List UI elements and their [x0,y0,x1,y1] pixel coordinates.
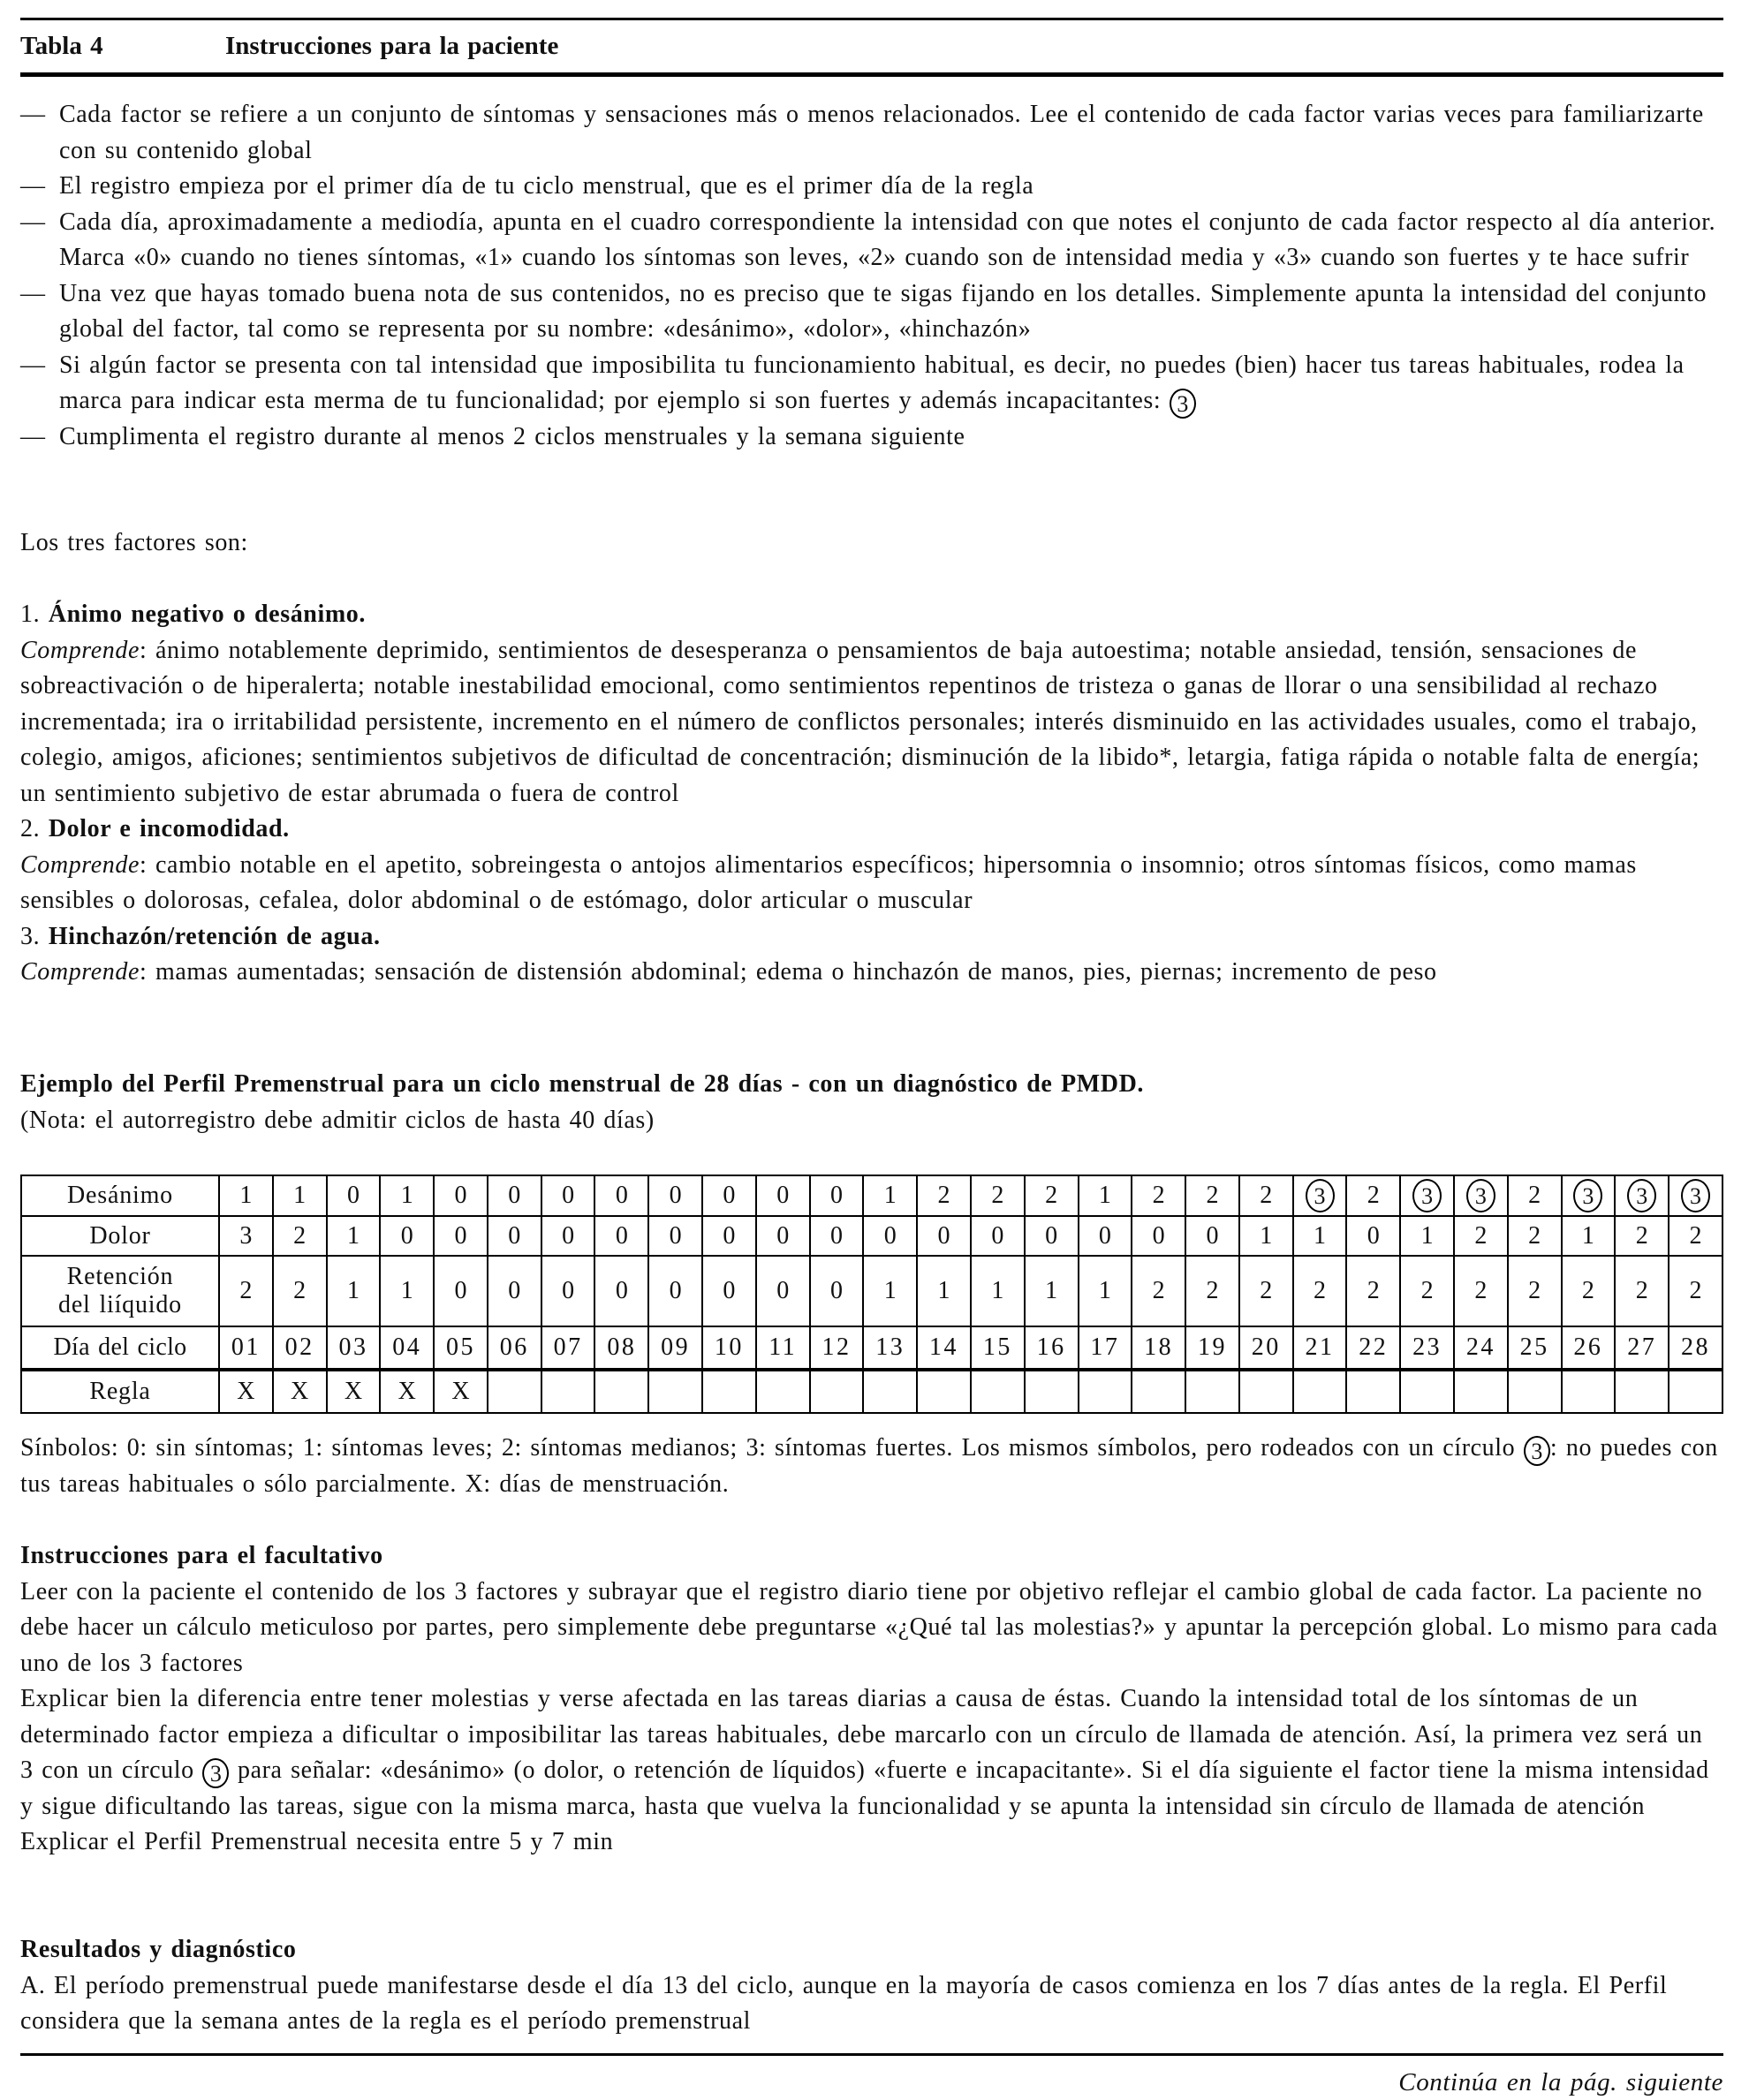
cell-dolor: 0 [971,1216,1025,1256]
cell-retencion: 1 [1025,1256,1079,1326]
premenstrual-profile-table [20,1175,1723,1414]
cell-retencion: 2 [1132,1256,1185,1326]
cell-day: 09 [648,1326,702,1370]
factor-heading: 2. Dolor e incomodidad. [20,815,290,842]
cell-retencion: 1 [863,1256,917,1326]
cell-regla [1132,1370,1185,1413]
cell-retencion: 1 [1079,1256,1132,1326]
cell-day: 16 [1025,1326,1079,1370]
example-note: (Nota: el autorregistro debe admitir ciclos de hasta 40 días) [20,1106,655,1134]
cell-regla [488,1370,541,1413]
circled-three-icon: 3 [202,1758,229,1788]
cell-dolor: 2 [273,1216,327,1256]
row-retencion [21,1256,1722,1326]
cell-retencion: 0 [648,1256,702,1326]
circled-value-icon: 3 [1466,1179,1495,1212]
cell-day: 22 [1346,1326,1400,1370]
row-desanimo [21,1175,1722,1216]
instruction-item: — Si algún factor se presenta con tal intensidad que imposibilita tu funcionamiento habitual, es decir, no puedes (bien) hacer tus tareas habituales, rodea la marca para indicar esta merma de tu funcionalidad; por ejemplo si son fuertes y además incapacitantes: 3 [20,348,1723,419]
circled-three-icon: 3 [1524,1436,1550,1466]
cell-day: 25 [1508,1326,1562,1370]
dash-bullet: — [20,351,46,379]
paragraph: A. El período premenstrual puede manifestarse desde el día 13 del ciclo, aunque en la mayoría de casos comienza en los 7 días antes de la regla. El Perfil considera que la semana antes de la regla es el período premenstrual [20,1971,1668,2035]
instruction-item: — Una vez que hayas tomado buena nota de sus contenidos, no es preciso que te sigas fijando en los detalles. Simplemente apunta la intensidad del conjunto global del factor, tal como se representa por su nombre: «desánimo», «dolor», «hinchazón» [20,276,1723,348]
cell-day: 26 [1562,1326,1616,1370]
cell-retencion: 1 [917,1256,971,1326]
cell-dolor: 0 [756,1216,810,1256]
cell-retencion: 0 [594,1256,648,1326]
factor-description: Comprende: cambio notable en el apetito, sobreingesta o antojos alimentarios específicos; hipersomnia o insomnio; otros síntomas físicos, como mamas sensibles o dolorosas, cefalea, dolor abdominal o de estómago, dolor articular o muscular [20,850,1637,914]
row-label: Regla [21,1370,219,1413]
cell-day: 21 [1293,1326,1347,1370]
dash-bullet: — [20,172,46,200]
cell-dolor: 0 [1079,1216,1132,1256]
instruction-item: — Cumplimenta el registro durante al menos 2 ciclos menstruales y la semana siguiente [20,419,1723,456]
factor-description: Comprende: ánimo notablemente deprimido, sentimientos de desesperanza o pensamientos de baja autoestima; notable ansiedad, tensión, sensaciones de sobreactivación o de hiperalerta; notable inestabilidad emocional, como sentimientos repentinos de tristeza o ganas de llorar o una sensibilidad al rechazo incrementada; ira o irritabilidad persistente, incremento en el número de conflictos personales; interés disminuido en las actividades usuales, como el trabajo, colegio, amigos, aficiones; sentimientos subjetivos de dificultad de concentración; disminución de la libido*, letargia, fatiga rápida o notable falta de energía; un sentimiento subjetivo de estar abrumada o fuera de control [20,636,1700,807]
cell-desanimo: 0 [594,1175,648,1216]
cell-regla [1346,1370,1400,1413]
cell-day: 10 [702,1326,756,1370]
cell-desanimo [1562,1175,1616,1216]
cell-desanimo: 0 [541,1175,595,1216]
dash-bullet: — [20,279,46,307]
header-rule [20,72,1723,77]
cell-day: 04 [380,1326,434,1370]
cell-retencion: 0 [541,1256,595,1326]
cell-desanimo [1293,1175,1347,1216]
cell-day: 12 [810,1326,864,1370]
cell-retencion: 2 [1454,1256,1508,1326]
cell-desanimo: 0 [488,1175,541,1216]
row-label: Retención del liíquido [21,1256,219,1326]
cell-regla [1454,1370,1508,1413]
cell-retencion: 2 [219,1256,273,1326]
cell-regla [1400,1370,1454,1413]
cell-day: 11 [756,1326,810,1370]
cell-retencion: 2 [1400,1256,1454,1326]
cell-dolor: 0 [1185,1216,1239,1256]
paragraph: Explicar bien la diferencia entre tener molestias y verse afectada en las tareas diarias a causa de éstas. Cuando la intensidad total de los síntomas de un determinado factor empieza a dificultar o imposibilitar las tareas habituales, debe marcarlo con un círculo de llamada de atención. Así, la primera vez será un 3 con un círculo 3 para señalar: «desánimo» (o dolor, o retención de líquidos) «fuerte e incapacitante». Si el día siguiente el factor tiene la misma intensidad y sigue dificultando las tareas, sigue con la misma marca, hasta que vuelva la funcionalidad y se apunta la intensidad sin círculo de llamada de atención [20,1685,1709,1820]
cell-retencion: 1 [971,1256,1025,1326]
cell-desanimo: 0 [327,1175,381,1216]
circled-value-icon: 3 [1627,1179,1656,1212]
cell-desanimo: 0 [434,1175,488,1216]
cell-desanimo: 0 [810,1175,864,1216]
cell-dolor: 0 [702,1216,756,1256]
cell-dolor: 0 [1346,1216,1400,1256]
cell-desanimo: 2 [1185,1175,1239,1216]
cell-regla [1185,1370,1239,1413]
row-regla [21,1370,1722,1413]
cell-desanimo: 0 [756,1175,810,1216]
cell-regla [756,1370,810,1413]
cell-dolor: 2 [1454,1216,1508,1256]
row-label: Día del ciclo [21,1326,219,1370]
cell-desanimo: 0 [648,1175,702,1216]
cell-day: 23 [1400,1326,1454,1370]
factors-section [20,525,1723,991]
factors-intro: Los tres factores son: [20,529,248,556]
cell-desanimo: 2 [1132,1175,1185,1216]
cell-regla [971,1370,1025,1413]
cell-regla [863,1370,917,1413]
cell-regla [1508,1370,1562,1413]
cell-desanimo: 1 [380,1175,434,1216]
cell-retencion: 2 [1615,1256,1669,1326]
cell-dolor: 1 [1293,1216,1347,1256]
cell-retencion: 0 [488,1256,541,1326]
cell-desanimo: 1 [219,1175,273,1216]
circled-value-icon: 3 [1306,1179,1335,1212]
cell-dolor: 0 [810,1216,864,1256]
cell-dolor: 1 [327,1216,381,1256]
cell-regla: X [434,1370,488,1413]
example-section [20,1067,1723,1138]
paragraph: Leer con la paciente el contenido de los 3 factores y subrayar que el registro diario tiene por objetivo reflejar el cambio global de cada factor. La paciente no debe hacer un cálculo meticuloso por partes, pero simplemente debe preguntarse «¿Qué tal las molestias?» y apuntar la percepción global. Lo mismo para cada uno de los 3 factores [20,1577,1718,1677]
cell-regla [541,1370,595,1413]
cell-dolor: 2 [1669,1216,1722,1256]
row-dolor [21,1216,1722,1256]
section-heading: Instrucciones para el facultativo [20,1542,383,1569]
cell-desanimo: 2 [1346,1175,1400,1216]
cell-desanimo [1400,1175,1454,1216]
cell-regla: X [273,1370,327,1413]
circled-three-icon: 3 [1170,389,1196,419]
cell-day: 14 [917,1326,971,1370]
cell-day: 06 [488,1326,541,1370]
cell-regla [1239,1370,1293,1413]
cell-dolor: 1 [1400,1216,1454,1256]
dash-bullet: — [20,208,46,236]
cell-retencion: 0 [810,1256,864,1326]
cell-dolor: 0 [488,1216,541,1256]
cell-regla [1615,1370,1669,1413]
cell-retencion: 1 [327,1256,381,1326]
cell-regla [648,1370,702,1413]
cell-dolor: 3 [219,1216,273,1256]
cell-retencion: 0 [702,1256,756,1326]
cell-regla [1079,1370,1132,1413]
cell-dolor: 0 [1132,1216,1185,1256]
cell-retencion: 2 [1508,1256,1562,1326]
cell-day: 27 [1615,1326,1669,1370]
results-section [20,1932,1723,2040]
cell-day: 05 [434,1326,488,1370]
cell-retencion: 2 [1239,1256,1293,1326]
instruction-item: — Cada día, aproximadamente a mediodía, apunta en el cuadro correspondiente la intensidad con que notes el conjunto de cada factor respecto al día anterior. Marca «0» cuando no tienes síntomas, «1» cuando los síntomas son leves, «2» cuando son de intensidad media y «3» cuando son fuertes y te hace sufrir [20,205,1723,276]
cell-retencion: 2 [1669,1256,1722,1326]
instruction-item: — El registro empieza por el primer día de tu ciclo menstrual, que es el primer día de la regla [20,169,1723,205]
cell-retencion: 2 [273,1256,327,1326]
cell-dolor: 0 [594,1216,648,1256]
cell-desanimo [1454,1175,1508,1216]
cell-dolor: 0 [648,1216,702,1256]
cell-retencion: 0 [756,1256,810,1326]
cell-desanimo: 2 [917,1175,971,1216]
cell-dolor: 0 [917,1216,971,1256]
cell-day: 07 [541,1326,595,1370]
instruction-item: — Cada factor se refiere a un conjunto de síntomas y sensaciones más o menos relacionados. Lee el contenido de cada factor varias veces para familiarizarte con su contenido global [20,97,1723,169]
cell-regla [810,1370,864,1413]
cell-day: 24 [1454,1326,1508,1370]
cell-dolor: 1 [1239,1216,1293,1256]
cell-day: 19 [1185,1326,1239,1370]
row-dia-del-ciclo [21,1326,1722,1370]
cell-desanimo: 1 [863,1175,917,1216]
clinician-instructions [20,1538,1723,1861]
symbols-legend: Sínbolos: 0: sin síntomas; 1: síntomas leves; 2: síntomas medianos; 3: síntomas fuertes. Los mismos símbolos, pero rodeados con un círculo 3 : no puedes con tus tareas habituales o sólo parcialmente. X: días de menstruación. [20,1434,1718,1498]
section-heading: Resultados y diagnóstico [20,1936,297,1963]
row-label: Dolor [21,1216,219,1256]
paragraph: Explicar el Perfil Premenstrual necesita entre 5 y 7 min [20,1828,614,1855]
cell-regla [917,1370,971,1413]
cell-regla: X [327,1370,381,1413]
cell-retencion: 2 [1346,1256,1400,1326]
cell-desanimo: 1 [273,1175,327,1216]
cell-retencion: 0 [434,1256,488,1326]
cell-regla [1562,1370,1616,1413]
cell-day: 17 [1079,1326,1132,1370]
cell-day: 13 [863,1326,917,1370]
table-title: Instrucciones para la paciente [225,32,559,60]
patient-instructions-list [20,97,1723,455]
cell-retencion: 2 [1185,1256,1239,1326]
dash-bullet: — [20,101,46,128]
example-title: Ejemplo del Perfil Premenstrual para un ciclo menstrual de 28 días - con un diagnóstico de PMDD. [20,1070,1145,1098]
factor-heading: 3. Hinchazón/retención de agua. [20,922,381,950]
factor-heading: 1. Ánimo negativo o desánimo. [20,601,366,628]
cell-day: 03 [327,1326,381,1370]
cell-regla [702,1370,756,1413]
cell-retencion: 2 [1293,1256,1347,1326]
cell-day: 20 [1239,1326,1293,1370]
cell-day: 28 [1669,1326,1722,1370]
cell-desanimo: 2 [1025,1175,1079,1216]
cell-desanimo: 2 [1508,1175,1562,1216]
cell-retencion: 1 [380,1256,434,1326]
cell-desanimo: 2 [971,1175,1025,1216]
cell-regla: X [380,1370,434,1413]
circled-value-icon: 3 [1681,1179,1710,1212]
dash-bullet: — [20,422,46,450]
cell-regla [1669,1370,1722,1413]
cell-dolor: 0 [434,1216,488,1256]
top-rule [20,18,1723,20]
continue-note: Continúa en la pág. siguiente [1398,2068,1723,2096]
cell-desanimo [1669,1175,1722,1216]
cell-desanimo: 1 [1079,1175,1132,1216]
cell-desanimo: 0 [702,1175,756,1216]
cell-day: 18 [1132,1326,1185,1370]
cell-dolor: 0 [380,1216,434,1256]
cell-regla [594,1370,648,1413]
cell-regla [1025,1370,1079,1413]
cell-desanimo: 2 [1239,1175,1293,1216]
cell-day: 02 [273,1326,327,1370]
row-label: Desánimo [21,1175,219,1216]
cell-day: 08 [594,1326,648,1370]
table-number: Tabla 4 [20,32,103,60]
cell-regla [1293,1370,1347,1413]
cell-regla: X [219,1370,273,1413]
cell-dolor: 2 [1615,1216,1669,1256]
cell-day: 15 [971,1326,1025,1370]
cell-dolor: 0 [863,1216,917,1256]
circled-value-icon: 3 [1573,1179,1602,1212]
cell-dolor: 0 [1025,1216,1079,1256]
factor-description: Comprende: mamas aumentadas; sensación de distensión abdominal; edema o hinchazón de manos, pies, piernas; incremento de peso [20,958,1437,986]
cell-day: 01 [219,1326,273,1370]
cell-dolor: 2 [1508,1216,1562,1256]
cell-dolor: 0 [541,1216,595,1256]
cell-desanimo [1615,1175,1669,1216]
cell-dolor: 1 [1562,1216,1616,1256]
cell-retencion: 2 [1562,1256,1616,1326]
circled-value-icon: 3 [1412,1179,1442,1212]
bottom-rule [20,2053,1723,2056]
